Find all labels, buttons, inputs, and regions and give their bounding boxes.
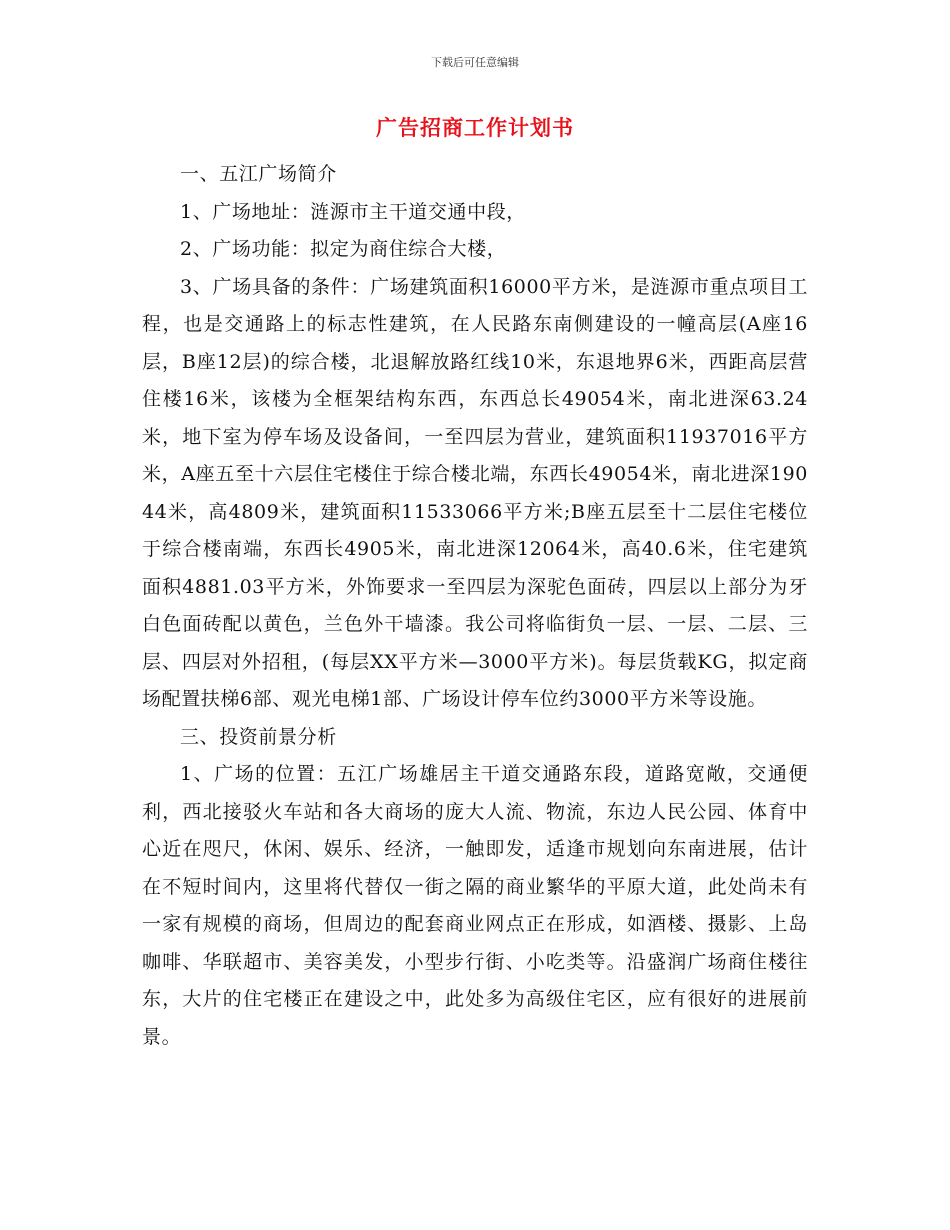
paragraph-function: 2、广场功能：拟定为商住综合大楼， [180, 238, 507, 260]
paragraph-location: 1、广场的位置：五江广场雄居主干道交通路东段，道路宽敞，交通便利，西北接驳火车站和各大商场的庞大人流、物流，东边人民公园、体育中心近在咫尺，休闲、娱乐、经济，一触即发，适逢市规划向东南进展，估计在不短时间内，这里将代替仅一街之隔的商业繁华的平原大道，此处尚未有一家有规模的商场，但周边的配套商业网点正在形成，如酒楼、摄影、上岛咖啡、华联超市、美容美发，小型步行街、小吃类等。沿盛润广场商住楼往东，大片的住宅楼正在建设之中，此处多为高级住宅区，应有很好的进展前景。 [142, 763, 808, 1048]
header-note: 下载后可任意编辑 [431, 56, 519, 69]
paragraph-conditions: 3、广场具备的条件：广场建筑面积16000平方米，是涟源市重点项目工程，也是交通路上的标志性建筑，在人民路东南侧建设的一幢高层(A座16层，B座12层)的综合楼，北退解放路红线10米，东退地界6米，西距高层营住楼16米，该楼为全框架结构东西，东西总长49054米，南北进深63.24米，地下室为停车场及设备间，一至四层为营业，建筑面积11937016平方米，A座五至十六层住宅楼住于综合楼北端，东西长49054米，南北进深19044米，高4809米，建筑面积11533066平方米;B座五层至十二层住宅楼位于综合楼南端，东西长4905米，南北进深12064米，高40.6米，住宅建筑面积4881.03平方米，外饰要求一至四层为深驼色面砖，四层以上部分为牙白色面砖配以黄色，兰色外干墙漆。我公司将临街负一层、一层、二层、三层、四层对外招租，(每层XX平方米—3000平方米)。每层货载KG，拟定商场配置扶梯6部、观光电梯1部、广场设计停车位约3000平方米等设施。 [142, 275, 808, 710]
document-body [142, 156, 808, 1056]
section-heading-investment: 三、投资前景分析 [180, 725, 337, 748]
section-heading-intro: 一、五江广场简介 [180, 163, 337, 185]
paragraph-address: 1、广场地址：涟源市主干道交通中段， [180, 200, 526, 223]
document-title: 广告招商工作计划书 [376, 115, 574, 140]
